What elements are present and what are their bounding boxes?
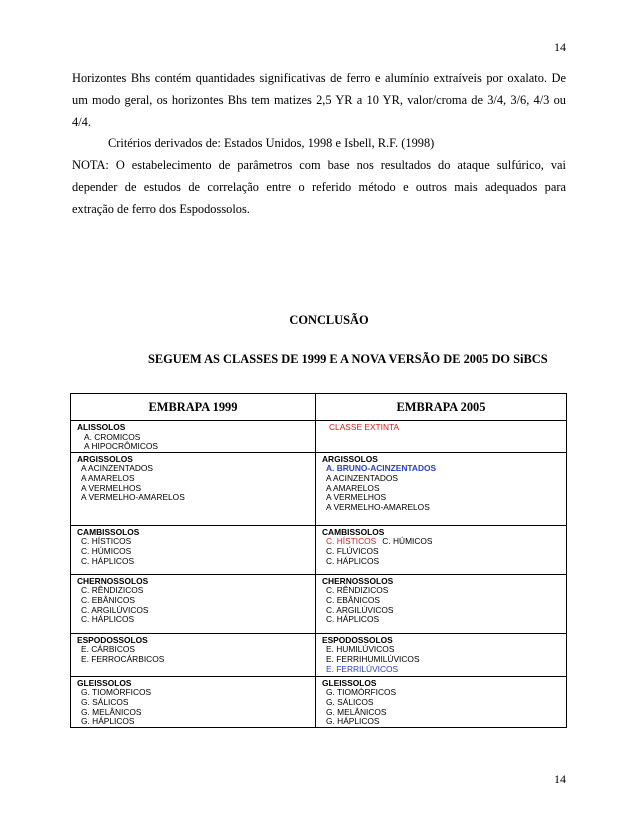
table-cell-2005 — [316, 676, 567, 727]
list-item: A ACINZENTADOS — [326, 472, 398, 483]
list-item: G. SÁLICOS — [326, 696, 374, 707]
list-item: C. HÁPLICOS — [81, 555, 135, 566]
table-row — [71, 574, 567, 633]
table-cell-1999 — [71, 421, 316, 453]
class-title: ALISSOLOS — [77, 422, 126, 432]
list-item: G. SÁLICOS — [81, 696, 129, 707]
list-item: G. TIOMÓRFICOS — [326, 687, 397, 698]
table-cell-1999 — [71, 676, 316, 727]
header-embrapa-1999: EMBRAPA 1999 — [71, 394, 316, 421]
list-item: A VERMELHOS — [326, 492, 387, 503]
class-title: GLEISSOLOS — [77, 677, 132, 688]
list-item: G. HÁPLICOS — [326, 716, 380, 727]
text-line: Horizontes Bhs contém quantidades significativas de ferro e alumínio extraíveis por oxalato. De — [72, 71, 566, 85]
list-item: C. EBÂNICOS — [81, 594, 135, 605]
table-cell-1999 — [71, 633, 316, 676]
list-item: A VERMELHO-AMARELOS — [81, 492, 185, 503]
table-cell-1999 — [71, 525, 316, 574]
list-item: A AMARELOS — [81, 472, 135, 483]
table-cell-2005 — [316, 421, 567, 453]
list-item: A HIPOCRÔMICOS — [84, 441, 158, 452]
list-item: A ACINZENTADOS — [81, 463, 153, 474]
class-title: GLEISSOLOS — [322, 677, 377, 688]
page-number-top: 14 — [554, 40, 566, 54]
removed-class-item: C. HÍSTICOS — [326, 536, 377, 547]
table-row — [71, 676, 567, 727]
new-class-item: E. FERRILÚVICOS — [326, 663, 399, 674]
page-number-bottom: 14 — [554, 772, 566, 786]
table-cell-1999 — [71, 452, 316, 525]
class-title: CAMBISSOLOS — [77, 526, 140, 537]
list-item: A. CROMICOS — [84, 431, 141, 442]
list-item: A VERMELHOS — [81, 482, 142, 493]
list-item: C. RÊNDIZICOS — [81, 585, 144, 596]
table-cell-2005 — [316, 525, 567, 574]
list-item: C. RÊNDIZICOS — [326, 585, 389, 596]
table-cell-2005 — [316, 452, 567, 525]
list-item: E. FERROCÁRBICOS — [81, 653, 165, 664]
header-embrapa-2005: EMBRAPA 2005 — [316, 394, 567, 421]
list-item: A AMARELOS — [326, 482, 380, 493]
list-item: E. CÁRBICOS — [81, 644, 135, 655]
class-title: ARGISSOLOS — [322, 453, 378, 464]
new-class-item: A. BRUNO-ACINZENTADOS — [326, 463, 437, 474]
list-item: C. HÍSTICOS — [81, 536, 132, 547]
list-item: E. HUMILÚVICOS — [326, 644, 395, 655]
table-cell-2005 — [316, 574, 567, 633]
table-row — [71, 452, 567, 525]
list-item: C. HÁPLICOS — [326, 614, 380, 625]
soil-classes-table — [70, 393, 567, 728]
list-item: C. ARGILÚVICOS — [326, 604, 394, 615]
class-title: ESPODOSSOLOS — [322, 634, 393, 645]
table-row — [71, 633, 567, 676]
list-item: G. MELÂNICOS — [326, 706, 387, 717]
list-item: G. TIOMÓRFICOS — [81, 687, 152, 698]
list-item: C. ARGILÚVICOS — [81, 604, 149, 615]
table-cell-1999 — [71, 574, 316, 633]
class-title: ARGISSOLOS — [77, 453, 133, 464]
class-title: CHERNOSSOLOS — [322, 575, 394, 586]
paragraph-criteria-source: Critérios derivados de: Estados Unidos, 1998 e Isbell, R.F. (1998) — [108, 136, 435, 150]
list-item: C. HÚMICOS — [81, 545, 132, 556]
list-item: C. HÚMICOS — [382, 536, 433, 547]
list-item: G. HÁPLICOS — [81, 716, 135, 727]
paragraph-note — [72, 154, 566, 220]
table-header-row — [71, 394, 567, 421]
list-item: C. EBÂNICOS — [326, 594, 380, 605]
table-row — [71, 525, 567, 574]
text-line: depender de estudos de correlação entre o referido método e outros mais adequados para — [72, 180, 566, 194]
conclusion-heading: CONCLUSÃO — [289, 313, 369, 327]
classes-subtitle: SEGUEM AS CLASSES DE 1999 E A NOVA VERSÃO DE 2005 DO SiBCS — [148, 352, 548, 366]
text-line: um modo geral, os horizontes Bhs tem matizes 2,5 YR a 10 YR, valor/croma de 3/4, 3/6, 4/3 ou — [72, 93, 566, 107]
paragraph-bhs-horizons — [72, 67, 566, 133]
class-title: CAMBISSOLOS — [322, 526, 385, 537]
text-line: 4/4. — [72, 115, 91, 129]
table-cell-2005 — [316, 633, 567, 676]
list-item: G. MELÂNICOS — [81, 706, 142, 717]
extinct-class-label: CLASSE EXTINTA — [329, 422, 400, 432]
list-item: C. FLÚVICOS — [326, 545, 379, 556]
class-title: ESPODOSSOLOS — [77, 634, 148, 645]
list-item: C. HÁPLICOS — [81, 614, 135, 625]
table-row — [71, 421, 567, 453]
list-item: A VERMELHO-AMARELOS — [326, 501, 430, 512]
class-title: CHERNOSSOLOS — [77, 575, 149, 586]
list-item: E. FERRIHUMILÚVICOS — [326, 653, 420, 664]
text-line: NOTA: O estabelecimento de parâmetros com base nos resultados do ataque sulfúrico, vai — [72, 158, 566, 172]
text-line: extração de ferro dos Espodossolos. — [72, 202, 250, 216]
list-item: C. HÁPLICOS — [326, 555, 380, 566]
